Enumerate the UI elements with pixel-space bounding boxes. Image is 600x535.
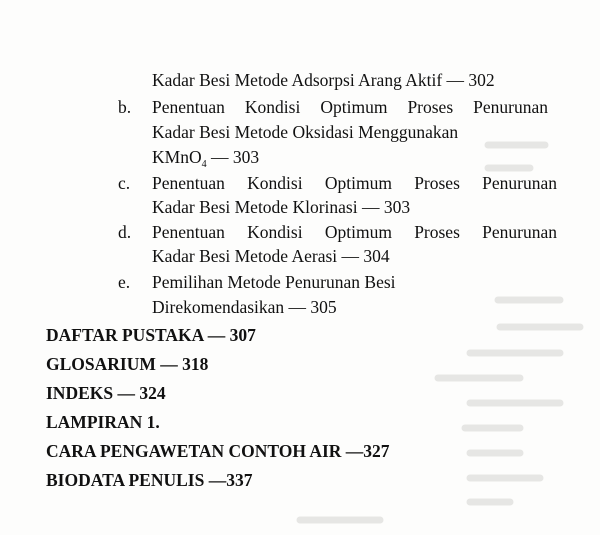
toc-item-d-letter: d. — [118, 222, 132, 242]
toc-item-b-letter: b. — [118, 97, 132, 117]
toc-item-b-line3 — [152, 146, 259, 168]
toc-item-b-line1: Penentuan Kondisi Optimum Proses Penurunan — [152, 97, 548, 117]
toc-section-biodata-penulis: BIODATA PENULIS —337 — [46, 470, 253, 490]
toc-item-d-line1: Penentuan Kondisi Optimum Proses Penurunan — [152, 222, 557, 242]
toc-item-c-letter: c. — [118, 173, 131, 193]
toc-section-cara-pengawetan: CARA PENGAWETAN CONTOH AIR —327 — [46, 441, 390, 461]
toc-item-e-letter: e. — [118, 272, 131, 292]
toc-section-indeks: INDEKS — 324 — [46, 383, 166, 403]
toc-section-lampiran: LAMPIRAN 1. — [46, 412, 160, 432]
toc-item-e-line2: Direkomendasikan — 305 — [152, 297, 337, 317]
toc-section-daftar-pustaka: DAFTAR PUSTAKA — 307 — [46, 325, 256, 345]
kmno4-formula: KMnO — [152, 147, 202, 167]
toc-item-e-line1: Pemilihan Metode Penurunan Besi — [152, 272, 396, 292]
toc-item-c-line2: Kadar Besi Metode Klorinasi — 303 — [152, 197, 411, 217]
toc-section-glosarium: GLOSARIUM — 318 — [46, 354, 209, 374]
toc-item-a-continuation: Kadar Besi Metode Adsorpsi Arang Aktif — 302 — [152, 70, 495, 90]
toc-item-b-page: — 303 — [206, 147, 260, 167]
toc-item-b-line2: Kadar Besi Metode Oksidasi Menggunakan — [152, 122, 459, 142]
kmno4-subscript: 4 — [201, 159, 207, 170]
toc-item-c-line1: Penentuan Kondisi Optimum Proses Penurunan — [152, 173, 557, 193]
toc-item-d-line2: Kadar Besi Metode Aerasi — 304 — [152, 246, 390, 266]
